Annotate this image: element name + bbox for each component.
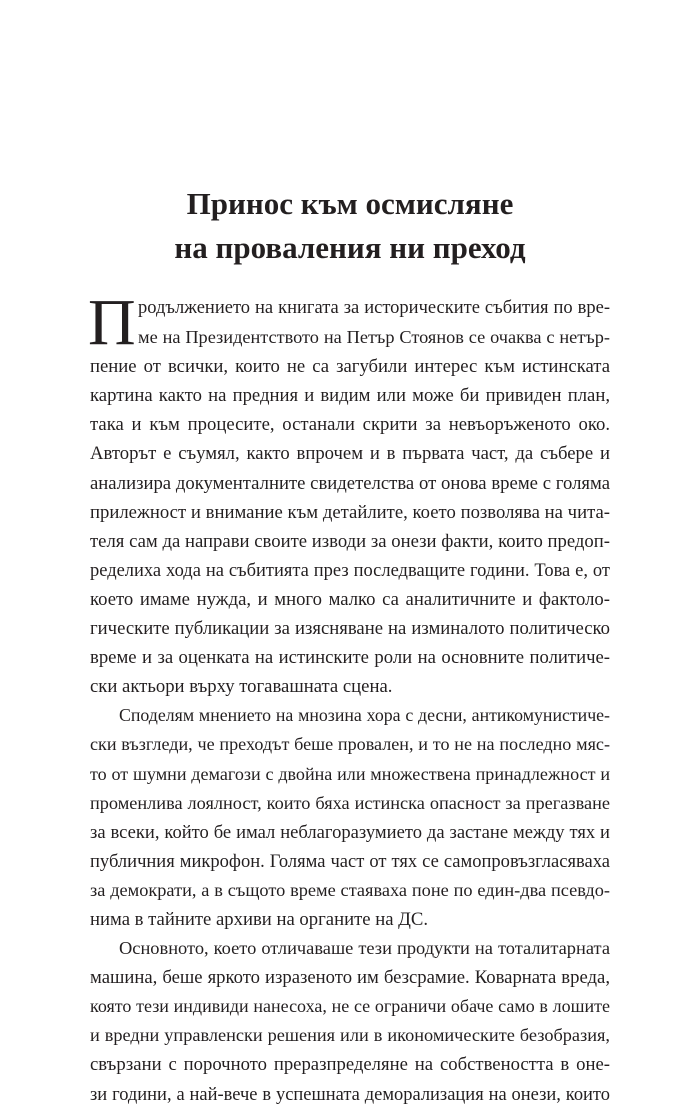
text-line: гическите публикации за изясняване на изминалото политическо — [90, 618, 610, 640]
text-line: ме на Президентството на Петър Стоянов се очаква с нетър- — [138, 327, 610, 348]
text-line: Основното, което отличаваше тези продукти на тоталитарната — [119, 938, 610, 959]
text-line: зи години, а най-вече в успешната деморализация на онези, които — [90, 1083, 610, 1104]
text-line: за демократи, а в същото време стаяваха поне по един-два псевдо- — [90, 879, 610, 900]
drop-cap-letter: П — [88, 286, 136, 359]
text-line: теля сам да направи своите изводи за онези факти, които предоп- — [90, 530, 610, 552]
text-line: ски възгледи, че преходът беше провален, и то не на последно мяс- — [90, 734, 610, 755]
chapter-title — [90, 182, 610, 270]
text-line: така и към процесите, останали скрити за невъоръженото око. — [90, 414, 610, 436]
text-line: картина както на предния и видим или може би привиден план, — [90, 385, 610, 407]
text-line: нима в тайните архиви на органите на ДС. — [90, 908, 429, 930]
paragraph-3 — [90, 934, 610, 1109]
text-line: за всеки, който бе имал неблагоразумието да застане между тях и — [90, 821, 610, 843]
text-line: и вредни управленски решения или в икономическите безобразия, — [90, 1025, 610, 1046]
text-line: то от шумни демагози с двойна или множествена принадлежност и — [90, 763, 610, 784]
text-line: машина, беше яркото изразеното им безсрамие. Коварната вреда, — [90, 967, 610, 989]
text-line: публичния микрофон. Голяма част от тях се самопровъзгласяваха — [90, 850, 610, 872]
text-line: ределиха хода на събитията през последващите години. Това е, от — [90, 559, 610, 580]
text-line: ски актьори върху тогавашната сцена. — [90, 676, 393, 698]
text-line: която тези индивиди нанесоха, не се ограничи обаче само в лошите — [90, 996, 610, 1017]
paragraph-1 — [88, 286, 610, 701]
text-line: Споделям мнението на мнозина хора с десни, антикомунистиче- — [119, 705, 610, 726]
text-line: време и за оценката на истинските роли на основните политиче- — [90, 647, 610, 669]
text-line: прилежност и внимание към детайлите, което позволява на чита- — [90, 501, 610, 523]
text-line: Авторът е съумял, както впрочем и в първата част, да събере и — [90, 443, 610, 465]
body-text — [88, 286, 610, 1109]
paragraph-2 — [90, 701, 610, 934]
text-line: анализира документалните свидетелства от онова време с голяма — [90, 472, 610, 494]
text-line: което имаме нужда, и много малко са аналитичните и фактоло- — [90, 588, 610, 610]
text-line: пение от всички, които не са загубили интерес към истинската — [90, 356, 610, 378]
chapter-title-line-1: Принос към осмисляне — [186, 186, 514, 221]
text-line: свързани с порочното преразпределяне на собствеността в оне- — [90, 1054, 610, 1076]
text-line: променлива лоялност, които бяха истинска опасност за прегазване — [90, 792, 610, 813]
text-line: родължението на книгата за историческите събития по вре- — [138, 298, 610, 318]
chapter-title-line-2: на проваления ни преход — [174, 230, 526, 265]
